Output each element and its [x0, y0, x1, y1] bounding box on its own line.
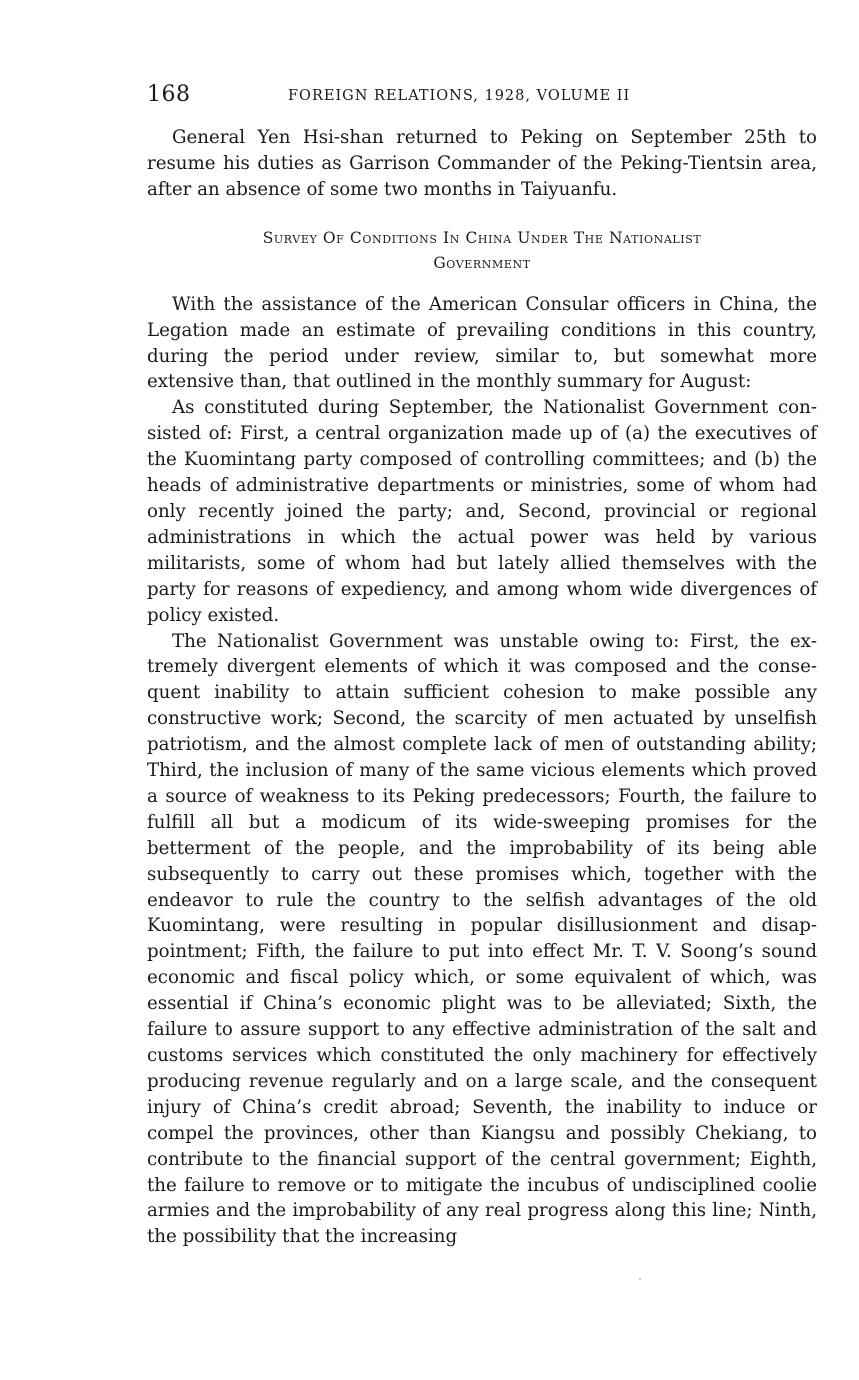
page-number: 168: [147, 82, 191, 107]
running-title: FOREIGN RELATIONS, 1928, VOLUME II: [288, 88, 631, 104]
paragraph-government-constitution: As constituted during September, the Nationalist Government consisted of: First, a central organization made up of (a) the executives of the Kuomintang party composed of controlling committees; and (b) the heads of administrative departments or ministries, some of whom had only recently joined the party; and, Second, provincial or regional administrations in which the actual power was held by various militarists, some of whom had but lately allied themselves with the party for reasons of expediency, and among whom wide divergences of policy existed.: [147, 397, 817, 626]
running-header: [147, 82, 817, 112]
paragraph-government-instability: The Nationalist Government was unstable owing to: First, the extremely divergent elements of which it was composed and the consequent inability to attain sufficient cohesion to make possible any constructive work; Second, the scarcity of men actuated by unselfish patriotism, and the almost complete lack of men of outstanding ability; Third, the inclusion of many of the same vicious elements which proved a source of weakness to its Peking predecessors; Fourth, the failure to fulfill all but a modicum of its wide-sweeping promises for the betterment of the people, and the improbability of its being able subsequently to carry out these promises which, together with the endeavor to rule the country to the selfish advantages of the old Kuomintang, were resulting in popular disillusionment and disappointment; Fifth, the failure to put into effect Mr. T. V. Soong’s sound economic and fiscal policy which, or some equivalent of which, was essential if China’s economic plight was to be alleviated; Sixth, the failure to assure support to any effective administration of the salt and customs services which constituted the only machinery for effectively producing revenue regularly and on a large scale, and the consequent injury of China’s credit abroad; Seventh, the inability to induce or compel the provinces, other than Kiangsu and possibly Chekiang, to contribute to the financial support of the central government; Eighth, the failure to remove or to mitigate the incubus of undisciplined coolie armies and the improbability of any real progress along this line; Ninth, the possibility that the increasing: [147, 630, 817, 1248]
scan-speck: [639, 1278, 641, 1280]
document-page: [147, 82, 817, 1250]
section-heading-line-1: Survey Of Conditions In China Under The Nationalist: [262, 228, 702, 247]
opening-paragraph: General Yen Hsi-shan returned to Peking on September 25th to resume his duties as Garrison Commander of the Peking-Tientsin area, after an absence of some two months in Taiyuanfu.: [147, 127, 817, 200]
paragraph-consular-estimate: With the assistance of the American Consular officers in China, the Legation made an estimate of prevailing conditions in this country, during the period under review, similar to, but somewhat more extensive than, that outlined in the monthly summary for August:: [147, 293, 817, 393]
section-heading: [147, 226, 817, 276]
section-heading-line-2: Government: [433, 253, 531, 272]
